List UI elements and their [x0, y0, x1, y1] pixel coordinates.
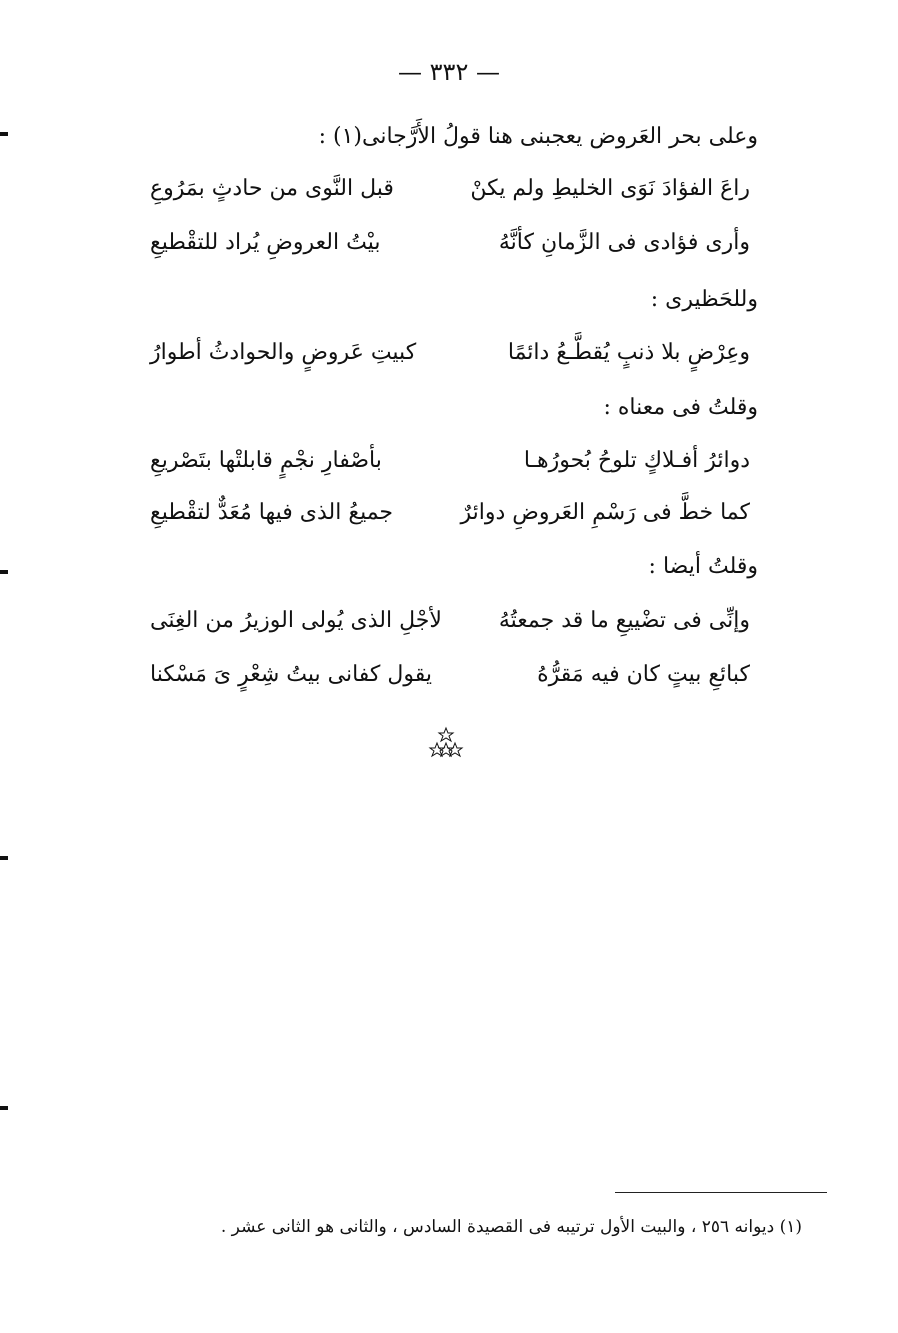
verse-line: [150, 448, 750, 492]
verse-first-hemistich: وعِرْضٍ بلا ذنبٍ يُقطَّـعُ دائمًا: [507, 340, 750, 365]
verse-line: [150, 608, 750, 652]
verse-first-hemistich: وأرى فؤادى فى الزَّمانِ كأنَّهُ: [498, 230, 750, 255]
verse-second-hemistich: بيْتُ العروضِ يُراد للتقْطيعِ: [150, 230, 381, 255]
attribution-line: وقلتُ فى معناه :: [603, 395, 758, 420]
page-number: — ٣٣٢ —: [398, 58, 500, 86]
attribution-line: وللحَظيرى :: [650, 287, 758, 312]
footnote: (١) ديوانه ٢٥٦ ، والبيت الأول ترتيبه فى القصيدة السادس ، والثانى هو الثانى عشر .: [220, 1217, 802, 1237]
verse-line: [150, 230, 750, 274]
verse-line: [150, 500, 750, 544]
verse-line: [150, 340, 750, 384]
intro-line: وعلى بحر العَروض يعجبنى هنا قولُ الأَرَّجانى(١) :: [318, 124, 758, 149]
margin-mark: [0, 570, 8, 574]
asterism-icon: [426, 726, 466, 762]
verse-second-hemistich: قبل النَّوى من حادثٍ بمَرُوعِ: [150, 176, 394, 201]
verse-second-hemistich: يقول كفانى بيتُ شِعْرٍ ىَ مَسْكنا: [150, 662, 433, 687]
verse-first-hemistich: دوائرُ أفـلاكٍ تلوحُ بُحورُهـا: [523, 448, 750, 473]
verse-second-hemistich: كبيتِ عَروضٍ والحوادثُ أطوارُ: [150, 340, 417, 365]
verse-first-hemistich: كبائعِ بيتٍ كان فيه مَقرُّهُ: [537, 662, 750, 687]
verse-second-hemistich: بأصْفارِ نجْمٍ قابلتْها بتَصْريعِ: [150, 448, 382, 473]
verse-second-hemistich: لأجْلِ الذى يُولى الوزيرُ من الغِنَى: [150, 608, 442, 633]
verse-line: [150, 662, 750, 706]
margin-mark: [0, 1106, 8, 1110]
footnote-divider: [615, 1192, 827, 1193]
margin-mark: [0, 132, 8, 136]
verse-first-hemistich: راعَ الفؤادَ نَوَى الخليطِ ولم يكنْ: [470, 176, 750, 201]
verse-first-hemistich: وإنِّى فى تضْييعِ ما قد جمعتُهُ: [498, 608, 750, 633]
attribution-line: وقلتُ أيضا :: [648, 554, 758, 579]
margin-mark: [0, 856, 8, 860]
verse-line: [150, 176, 750, 220]
verse-second-hemistich: جميعُ الذى فيها مُعَدٌّ لتقْطيعِ: [150, 500, 394, 525]
verse-first-hemistich: كما خطَّ فى رَسْمِ العَروضِ دوائرٌ: [460, 500, 750, 525]
